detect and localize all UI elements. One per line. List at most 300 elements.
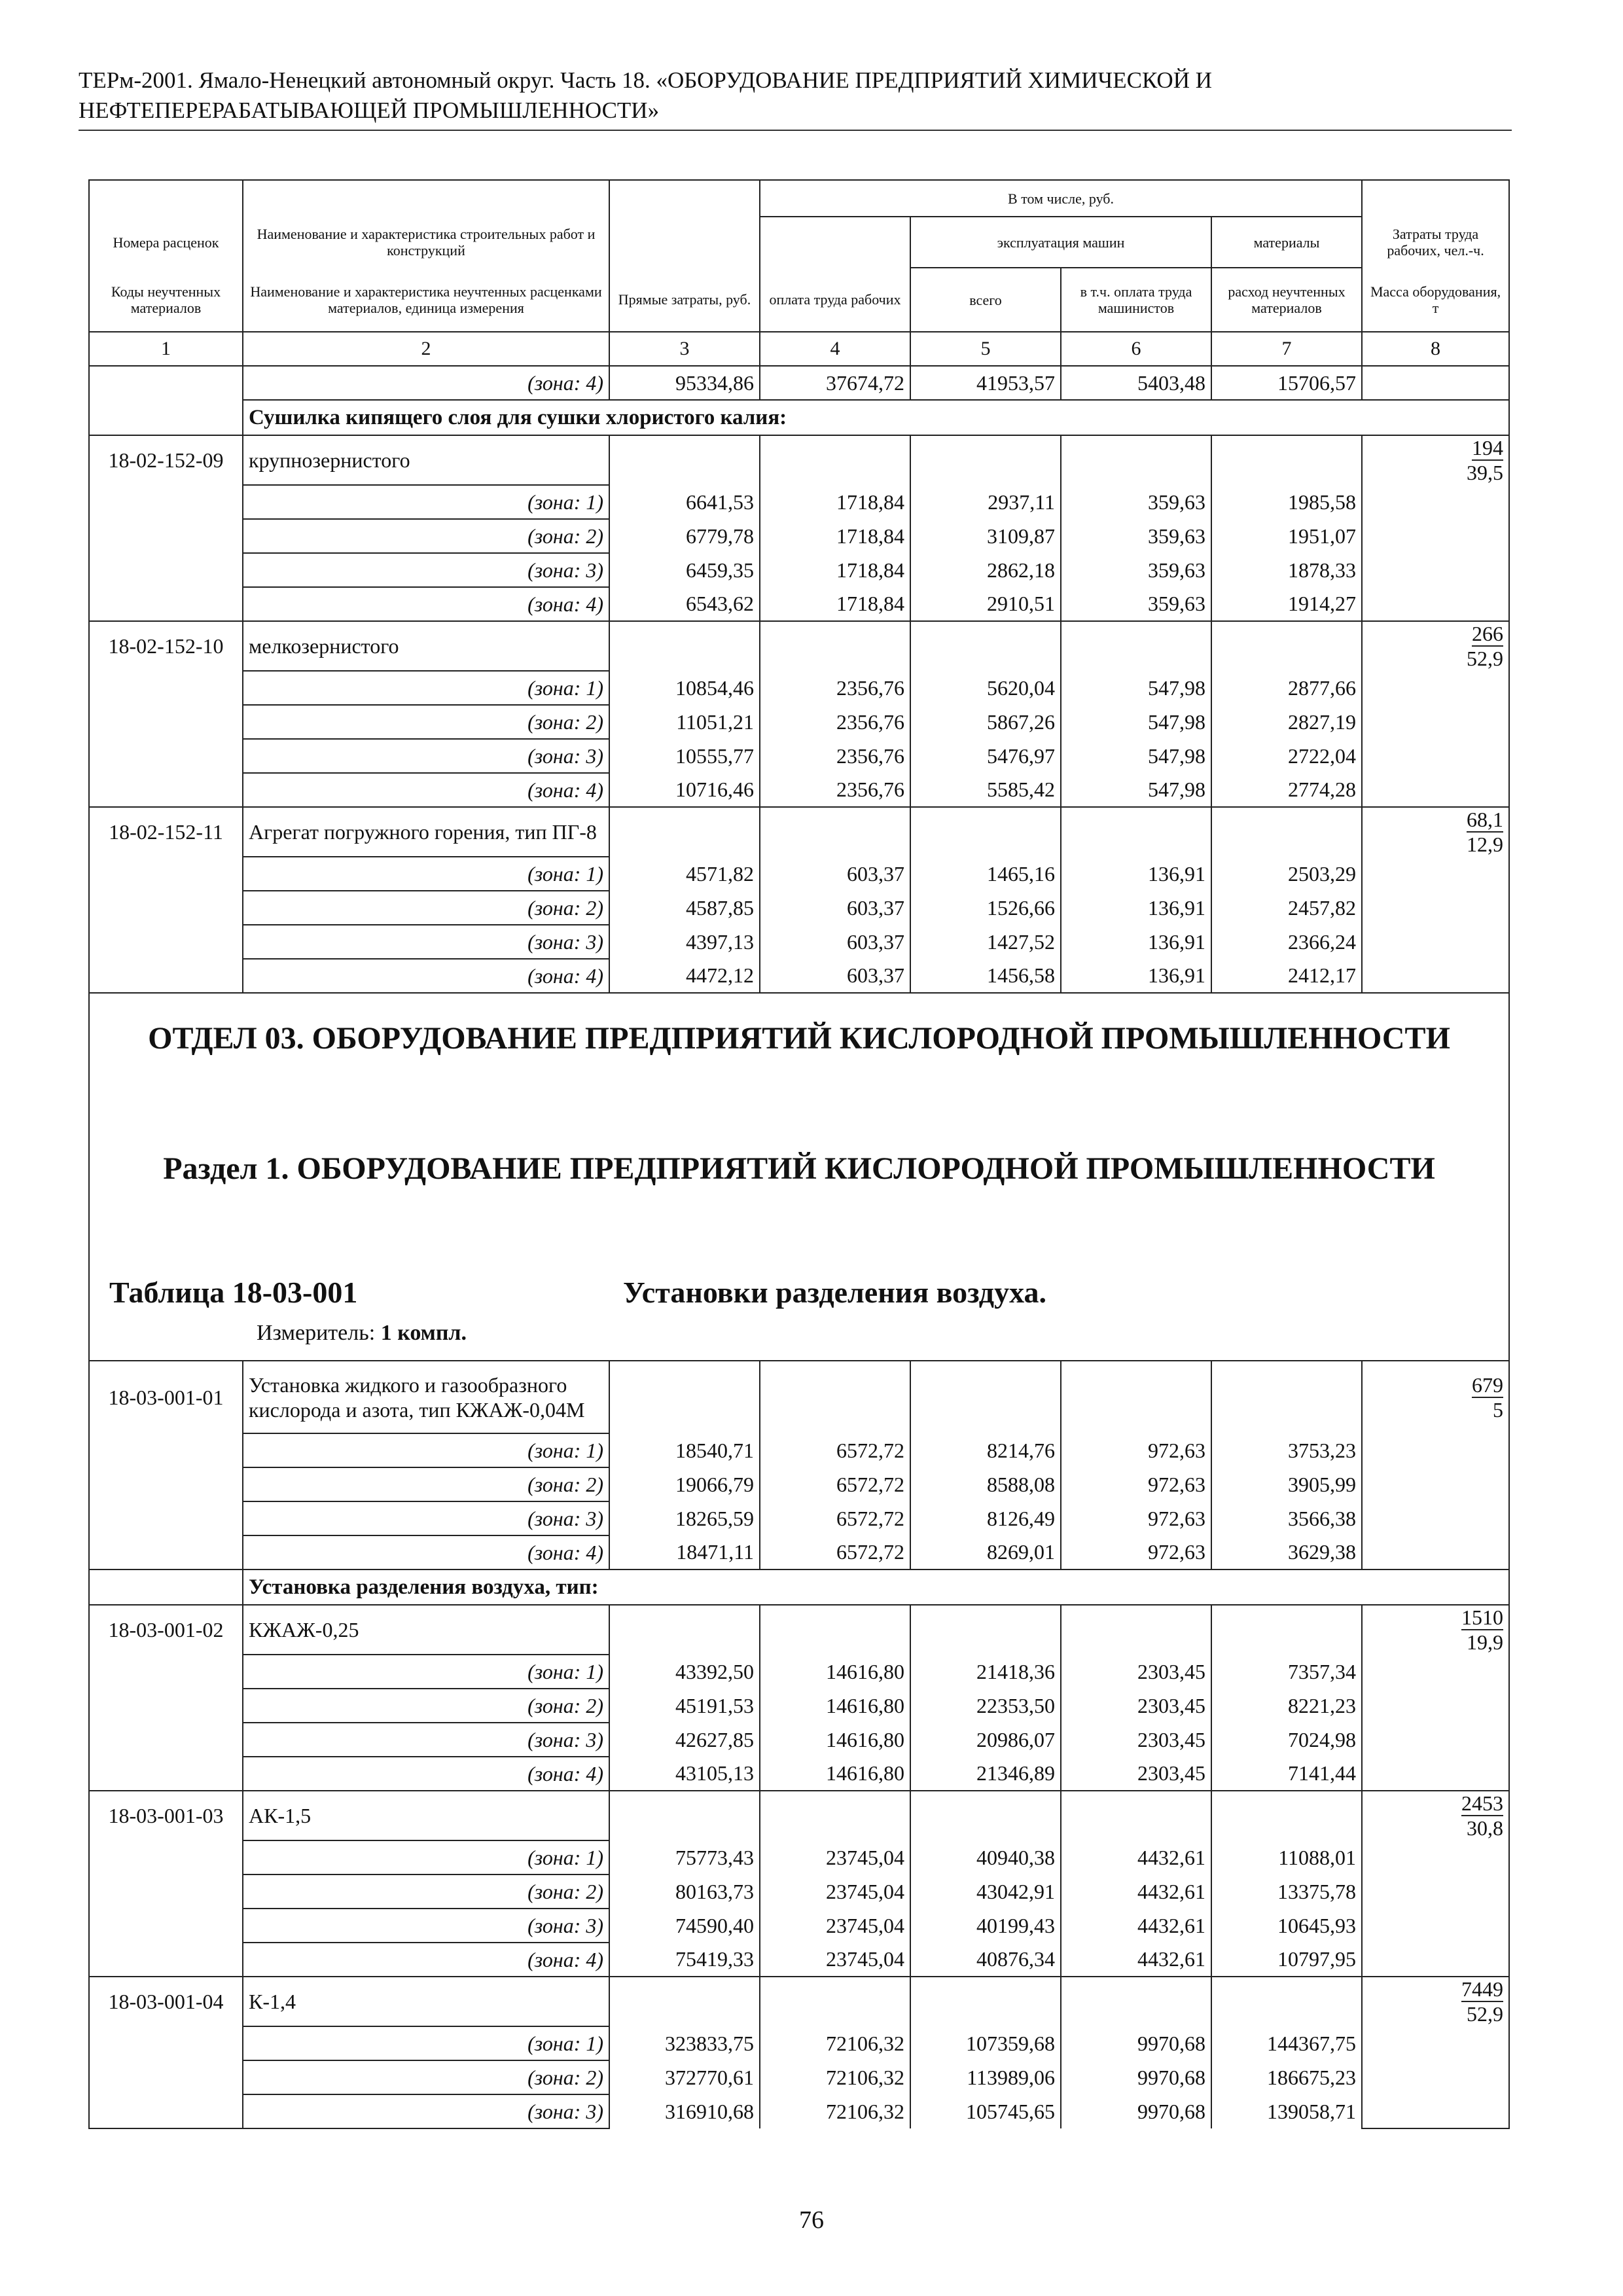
zone-row xyxy=(89,2026,1509,2060)
zone-label: (зона: 3) xyxy=(243,739,609,773)
value-cell: 2356,76 xyxy=(760,739,910,773)
empty-cell xyxy=(89,1433,243,1467)
value-cell: 603,37 xyxy=(760,857,910,891)
empty-cell xyxy=(1061,807,1211,857)
column-number: 6 xyxy=(1061,332,1211,366)
zone-row xyxy=(89,1433,1509,1467)
zone-row xyxy=(89,1689,1509,1723)
empty-cell xyxy=(89,671,243,705)
zone-label: (зона: 2) xyxy=(243,2060,609,2094)
department-title: ОТДЕЛ 03. ОБОРУДОВАНИЕ ПРЕДПРИЯТИЙ КИСЛОРОДНОЙ ПРОМЫШЛЕННОСТИ xyxy=(148,1021,1450,1056)
header-rule xyxy=(79,130,1512,131)
value-cell: 18471,11 xyxy=(609,1535,760,1570)
zone-label: (зона: 2) xyxy=(243,1467,609,1501)
value-cell: 136,91 xyxy=(1061,959,1211,993)
empty-cell xyxy=(609,807,760,857)
empty-cell xyxy=(1211,1605,1362,1655)
table-description: Установки разделения воздуха. xyxy=(623,1276,1046,1309)
value-cell: 3629,38 xyxy=(1211,1535,1362,1570)
empty-cell xyxy=(89,2026,243,2060)
value-cell: 372770,61 xyxy=(609,2060,760,2094)
value-cell: 2303,45 xyxy=(1061,1723,1211,1757)
rate-name: К-1,4 xyxy=(243,1977,609,2026)
zone-row xyxy=(89,2060,1509,2094)
value-cell: 13375,78 xyxy=(1211,1874,1362,1909)
value-cell: 41953,57 xyxy=(910,366,1061,400)
value-cell: 5403,48 xyxy=(1061,366,1211,400)
empty-cell xyxy=(1362,519,1509,553)
zone-label: (зона: 1) xyxy=(243,1840,609,1874)
empty-cell xyxy=(760,621,910,671)
value-cell: 19066,79 xyxy=(609,1467,760,1501)
empty-cell xyxy=(1362,2094,1509,2128)
zone-row xyxy=(89,705,1509,739)
empty-cell xyxy=(1061,1977,1211,2026)
empty-cell xyxy=(1362,1723,1509,1757)
mass-value: 12,9 xyxy=(1467,833,1504,856)
value-cell: 1526,66 xyxy=(910,891,1061,925)
empty-cell xyxy=(1061,621,1211,671)
value-cell: 1718,84 xyxy=(760,485,910,519)
carryover-row xyxy=(89,366,1509,400)
department-divider xyxy=(89,993,1509,1361)
zone-row xyxy=(89,857,1509,891)
header-machinist-wages: в т.ч. оплата труда машинистов xyxy=(1061,268,1211,332)
empty-cell xyxy=(1362,2060,1509,2094)
rate-name: АК-1,5 xyxy=(243,1791,609,1840)
rate-header-row xyxy=(89,1977,1509,2026)
empty-cell xyxy=(1362,959,1509,993)
column-number: 7 xyxy=(1211,332,1362,366)
empty-cell xyxy=(1362,857,1509,891)
value-cell: 7024,98 xyxy=(1211,1723,1362,1757)
value-cell: 1951,07 xyxy=(1211,519,1362,553)
zone-row xyxy=(89,1467,1509,1501)
zone-label: (зона: 3) xyxy=(243,2094,609,2128)
value-cell: 6641,53 xyxy=(609,485,760,519)
value-cell: 4571,82 xyxy=(609,857,760,891)
value-cell: 2356,76 xyxy=(760,705,910,739)
empty-cell xyxy=(760,1361,910,1433)
rate-name: КЖАЖ-0,25 xyxy=(243,1605,609,1655)
empty-cell xyxy=(89,1840,243,1874)
zone-label: (зона: 2) xyxy=(243,705,609,739)
empty-cell xyxy=(89,773,243,807)
zone-label: (зона: 4) xyxy=(243,366,609,400)
empty-cell xyxy=(89,739,243,773)
value-cell: 23745,04 xyxy=(760,1943,910,1977)
value-cell: 4432,61 xyxy=(1061,1840,1211,1874)
empty-cell xyxy=(89,2094,243,2128)
zone-label: (зона: 1) xyxy=(243,1433,609,1467)
empty-cell xyxy=(760,1605,910,1655)
rate-code: 18-02-152-09 xyxy=(89,435,243,485)
empty-cell xyxy=(1362,1909,1509,1943)
value-cell: 37674,72 xyxy=(760,366,910,400)
empty-cell xyxy=(1362,1757,1509,1791)
labor-value: 266 xyxy=(1472,622,1504,645)
empty-cell xyxy=(609,435,760,485)
header-group: В том числе, руб. xyxy=(760,180,1362,217)
empty-cell xyxy=(910,1361,1061,1433)
value-cell: 2910,51 xyxy=(910,587,1061,621)
value-cell: 603,37 xyxy=(760,959,910,993)
zone-row xyxy=(89,1757,1509,1791)
labor-mass-fraction xyxy=(1362,1361,1509,1433)
value-cell: 972,63 xyxy=(1061,1467,1211,1501)
mass-value: 39,5 xyxy=(1467,461,1504,484)
value-cell: 2412,17 xyxy=(1211,959,1362,993)
empty-cell xyxy=(1362,773,1509,807)
labor-mass-fraction xyxy=(1362,435,1509,485)
value-cell: 107359,68 xyxy=(910,2026,1061,2060)
value-cell: 72106,32 xyxy=(760,2094,910,2128)
value-cell: 6572,72 xyxy=(760,1467,910,1501)
empty-cell xyxy=(1362,587,1509,621)
empty-cell xyxy=(1362,705,1509,739)
header-name-bottom: Наименование и характеристика неучтенных расценками материалов, единица измерения xyxy=(243,268,609,332)
empty-cell xyxy=(1211,1977,1362,2026)
zone-row xyxy=(89,959,1509,993)
value-cell: 14616,80 xyxy=(760,1757,910,1791)
header-name-top: Наименование и характеристика строительных работ и конструкций xyxy=(243,217,609,268)
value-cell: 43392,50 xyxy=(609,1655,760,1689)
empty-cell xyxy=(910,807,1061,857)
value-cell: 2774,28 xyxy=(1211,773,1362,807)
zone-row xyxy=(89,925,1509,959)
value-cell: 9970,68 xyxy=(1061,2060,1211,2094)
page-number: 76 xyxy=(799,2206,824,2234)
column-number: 1 xyxy=(89,332,243,366)
value-cell: 8221,23 xyxy=(1211,1689,1362,1723)
empty-cell xyxy=(89,1909,243,1943)
zone-row xyxy=(89,1723,1509,1757)
empty-cell xyxy=(89,925,243,959)
column-number: 3 xyxy=(609,332,760,366)
labor-mass-fraction xyxy=(1362,1791,1509,1840)
value-cell: 2356,76 xyxy=(760,773,910,807)
empty-cell xyxy=(1362,1943,1509,1977)
zone-label: (зона: 3) xyxy=(243,553,609,587)
measure-value: 1 компл. xyxy=(380,1321,467,1345)
empty-cell xyxy=(760,807,910,857)
group-title: Сушилка кипящего слоя для сушки хлористого калия: xyxy=(243,400,1509,435)
zone-label: (зона: 1) xyxy=(243,857,609,891)
value-cell: 23745,04 xyxy=(760,1874,910,1909)
value-cell: 3109,87 xyxy=(910,519,1061,553)
value-cell: 10645,93 xyxy=(1211,1909,1362,1943)
value-cell: 40940,38 xyxy=(910,1840,1061,1874)
zone-row xyxy=(89,485,1509,519)
value-cell: 43105,13 xyxy=(609,1757,760,1791)
value-cell: 18265,59 xyxy=(609,1501,760,1535)
value-cell: 603,37 xyxy=(760,925,910,959)
empty-cell xyxy=(89,1467,243,1501)
zone-row xyxy=(89,891,1509,925)
rate-name: Агрегат погружного горения, тип ПГ-8 xyxy=(243,807,609,857)
zone-row xyxy=(89,587,1509,621)
value-cell: 3753,23 xyxy=(1211,1433,1362,1467)
group-title-row xyxy=(89,400,1509,435)
labor-value: 2453 xyxy=(1461,1791,1504,1815)
zone-label: (зона: 1) xyxy=(243,485,609,519)
value-cell: 4432,61 xyxy=(1061,1874,1211,1909)
empty-cell xyxy=(1211,807,1362,857)
value-cell: 2303,45 xyxy=(1061,1655,1211,1689)
zone-row xyxy=(89,1655,1509,1689)
column-number: 5 xyxy=(910,332,1061,366)
value-cell: 136,91 xyxy=(1061,891,1211,925)
empty-cell xyxy=(89,2060,243,2094)
value-cell: 2937,11 xyxy=(910,485,1061,519)
empty-cell xyxy=(89,1655,243,1689)
value-cell: 2303,45 xyxy=(1061,1689,1211,1723)
empty-cell xyxy=(910,1977,1061,2026)
empty-cell xyxy=(1362,1535,1509,1570)
value-cell: 4432,61 xyxy=(1061,1909,1211,1943)
empty-cell xyxy=(89,1535,243,1570)
value-cell: 80163,73 xyxy=(609,1874,760,1909)
value-cell: 6779,78 xyxy=(609,519,760,553)
value-cell: 972,63 xyxy=(1061,1535,1211,1570)
header-machines: эксплуатация машин xyxy=(910,217,1211,268)
value-cell: 136,91 xyxy=(1061,857,1211,891)
empty-cell xyxy=(1362,1433,1509,1467)
empty-cell xyxy=(760,435,910,485)
empty-cell xyxy=(1362,739,1509,773)
header-machines-total: всего xyxy=(910,268,1061,332)
empty-cell xyxy=(89,1689,243,1723)
value-cell: 547,98 xyxy=(1061,705,1211,739)
header-line-2: НЕФТЕПЕРЕРАБАТЫВАЮЩЕЙ ПРОМЫШЛЕННОСТИ» xyxy=(79,98,660,123)
value-cell: 18540,71 xyxy=(609,1433,760,1467)
zone-row xyxy=(89,1840,1509,1874)
mass-value: 52,9 xyxy=(1467,647,1504,670)
value-cell: 75773,43 xyxy=(609,1840,760,1874)
zone-row xyxy=(89,739,1509,773)
rate-name: мелкозернистого xyxy=(243,621,609,671)
value-cell: 1718,84 xyxy=(760,519,910,553)
header-materials: материалы xyxy=(1211,217,1362,268)
value-cell: 2862,18 xyxy=(910,553,1061,587)
empty-cell xyxy=(1061,435,1211,485)
mass-value: 19,9 xyxy=(1467,1630,1504,1654)
value-cell: 10555,77 xyxy=(609,739,760,773)
value-cell: 2877,66 xyxy=(1211,671,1362,705)
zone-label: (зона: 1) xyxy=(243,2026,609,2060)
zone-row xyxy=(89,2094,1509,2128)
empty-cell xyxy=(89,959,243,993)
empty-cell xyxy=(89,587,243,621)
empty-cell xyxy=(1061,1605,1211,1655)
zone-row xyxy=(89,1909,1509,1943)
empty-cell xyxy=(1362,1874,1509,1909)
value-cell: 10797,95 xyxy=(1211,1943,1362,1977)
labor-value: 7449 xyxy=(1461,1977,1504,2001)
rate-code: 18-02-152-11 xyxy=(89,807,243,857)
zone-label: (зона: 2) xyxy=(243,891,609,925)
value-cell: 6572,72 xyxy=(760,1501,910,1535)
value-cell: 4432,61 xyxy=(1061,1943,1211,1977)
empty-cell xyxy=(1211,1361,1362,1433)
value-cell: 3566,38 xyxy=(1211,1501,1362,1535)
value-cell: 972,63 xyxy=(1061,1433,1211,1467)
empty-cell xyxy=(89,1757,243,1791)
empty-cell xyxy=(910,1605,1061,1655)
mass-value: 30,8 xyxy=(1467,1816,1504,1840)
header-labor: Затраты труда рабочих, чел.-ч. xyxy=(1362,217,1509,268)
empty-cell xyxy=(89,857,243,891)
value-cell: 2827,19 xyxy=(1211,705,1362,739)
value-cell: 2356,76 xyxy=(760,671,910,705)
zone-label: (зона: 3) xyxy=(243,925,609,959)
empty-cell xyxy=(1362,925,1509,959)
zone-label: (зона: 3) xyxy=(243,1501,609,1535)
section-title: Раздел 1. ОБОРУДОВАНИЕ ПРЕДПРИЯТИЙ КИСЛОРОДНОЙ ПРОМЫШЛЕННОСТИ xyxy=(163,1151,1435,1186)
empty-cell xyxy=(910,435,1061,485)
rate-header-row xyxy=(89,1791,1509,1840)
labor-value: 1510 xyxy=(1461,1605,1504,1629)
zone-row xyxy=(89,773,1509,807)
zone-label: (зона: 2) xyxy=(243,1689,609,1723)
group-title-row xyxy=(89,1570,1509,1605)
zone-label: (зона: 4) xyxy=(243,587,609,621)
value-cell: 22353,50 xyxy=(910,1689,1061,1723)
value-cell: 1985,58 xyxy=(1211,485,1362,519)
empty-cell xyxy=(1362,1501,1509,1535)
value-cell: 95334,86 xyxy=(609,366,760,400)
value-cell: 11088,01 xyxy=(1211,1840,1362,1874)
value-cell: 4472,12 xyxy=(609,959,760,993)
rate-header-row xyxy=(89,807,1509,857)
value-cell: 359,63 xyxy=(1061,587,1211,621)
value-cell: 3905,99 xyxy=(1211,1467,1362,1501)
value-cell: 136,91 xyxy=(1061,925,1211,959)
value-cell: 1465,16 xyxy=(910,857,1061,891)
empty-cell xyxy=(1211,1791,1362,1840)
empty-cell xyxy=(89,1874,243,1909)
value-cell: 11051,21 xyxy=(609,705,760,739)
labor-mass-fraction xyxy=(1362,807,1509,857)
empty-cell xyxy=(1061,1361,1211,1433)
value-cell: 8588,08 xyxy=(910,1467,1061,1501)
rate-name: Установка жидкого и газообразного кислорода и азота, тип КЖАЖ-0,04М xyxy=(243,1361,609,1433)
header-codes-bottom: Коды неучтенных материалов xyxy=(89,268,243,332)
measure-unit xyxy=(257,1321,467,1346)
value-cell: 323833,75 xyxy=(609,2026,760,2060)
empty-cell xyxy=(609,1977,760,2026)
value-cell: 2366,24 xyxy=(1211,925,1362,959)
zone-label: (зона: 3) xyxy=(243,1723,609,1757)
zone-label: (зона: 4) xyxy=(243,1943,609,1977)
value-cell: 2722,04 xyxy=(1211,739,1362,773)
empty-cell xyxy=(89,1501,243,1535)
zone-label: (зона: 2) xyxy=(243,1874,609,1909)
value-cell: 603,37 xyxy=(760,891,910,925)
value-cell: 8269,01 xyxy=(910,1535,1061,1570)
value-cell: 45191,53 xyxy=(609,1689,760,1723)
zone-label: (зона: 4) xyxy=(243,959,609,993)
value-cell: 547,98 xyxy=(1061,671,1211,705)
empty-cell xyxy=(1362,553,1509,587)
empty-cell xyxy=(1211,621,1362,671)
empty-cell xyxy=(760,1977,910,2026)
empty-cell xyxy=(89,553,243,587)
empty-cell xyxy=(609,1791,760,1840)
value-cell: 139058,71 xyxy=(1211,2094,1362,2128)
value-cell: 23745,04 xyxy=(760,1909,910,1943)
mass-value: 5 xyxy=(1493,1397,1504,1422)
value-cell: 75419,33 xyxy=(609,1943,760,1977)
zone-label: (зона: 1) xyxy=(243,671,609,705)
value-cell: 14616,80 xyxy=(760,1689,910,1723)
value-cell: 72106,32 xyxy=(760,2026,910,2060)
zone-label: (зона: 4) xyxy=(243,773,609,807)
rate-header-row xyxy=(89,1605,1509,1655)
value-cell: 359,63 xyxy=(1061,553,1211,587)
value-cell: 2303,45 xyxy=(1061,1757,1211,1791)
empty-cell xyxy=(609,621,760,671)
value-cell: 1914,27 xyxy=(1211,587,1362,621)
empty-cell xyxy=(910,621,1061,671)
labor-mass-fraction xyxy=(1362,1605,1509,1655)
rate-code: 18-03-001-02 xyxy=(89,1605,243,1655)
group-title: Установка разделения воздуха, тип: xyxy=(243,1570,1509,1605)
rate-code: 18-03-001-01 xyxy=(89,1361,243,1433)
value-cell: 8214,76 xyxy=(910,1433,1061,1467)
value-cell: 5867,26 xyxy=(910,705,1061,739)
value-cell: 7357,34 xyxy=(1211,1655,1362,1689)
value-cell: 9970,68 xyxy=(1061,2094,1211,2128)
empty-cell xyxy=(1362,1467,1509,1501)
value-cell: 14616,80 xyxy=(760,1723,910,1757)
value-cell: 359,63 xyxy=(1061,485,1211,519)
labor-value: 679 xyxy=(1472,1372,1504,1397)
value-cell: 40876,34 xyxy=(910,1943,1061,1977)
price-table xyxy=(88,179,1510,2129)
empty-cell xyxy=(760,1791,910,1840)
value-cell: 23745,04 xyxy=(760,1840,910,1874)
labor-mass-fraction xyxy=(1362,621,1509,671)
rate-code: 18-02-152-10 xyxy=(89,621,243,671)
zone-row xyxy=(89,671,1509,705)
column-number: 2 xyxy=(243,332,609,366)
value-cell: 1456,58 xyxy=(910,959,1061,993)
value-cell: 5585,42 xyxy=(910,773,1061,807)
value-cell: 1878,33 xyxy=(1211,553,1362,587)
value-cell: 15706,57 xyxy=(1211,366,1362,400)
value-cell: 6572,72 xyxy=(760,1433,910,1467)
empty-cell xyxy=(89,519,243,553)
value-cell: 1427,52 xyxy=(910,925,1061,959)
empty-cell xyxy=(1362,1655,1509,1689)
mass-value: 52,9 xyxy=(1467,2002,1504,2026)
value-cell: 2503,29 xyxy=(1211,857,1362,891)
value-cell: 113989,06 xyxy=(910,2060,1061,2094)
department-divider-row xyxy=(89,993,1509,1361)
value-cell: 1718,84 xyxy=(760,553,910,587)
value-cell: 547,98 xyxy=(1061,739,1211,773)
value-cell: 10854,46 xyxy=(609,671,760,705)
labor-value: 194 xyxy=(1472,436,1504,459)
empty-cell xyxy=(89,1570,243,1605)
value-cell: 10716,46 xyxy=(609,773,760,807)
column-number: 8 xyxy=(1362,332,1509,366)
empty-cell xyxy=(609,1361,760,1433)
empty-cell xyxy=(89,891,243,925)
zone-row xyxy=(89,1501,1509,1535)
empty-cell xyxy=(89,1723,243,1757)
